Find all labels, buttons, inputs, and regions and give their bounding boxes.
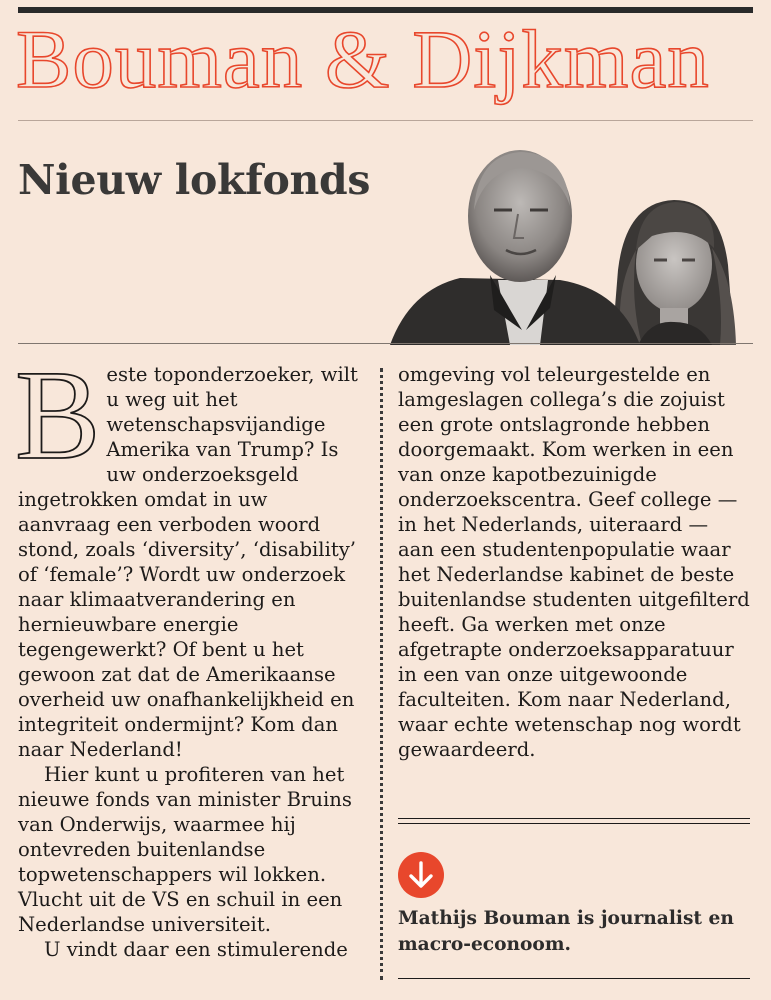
article-column-left — [15, 344, 363, 962]
brand-divider — [18, 120, 753, 121]
arrow-down-icon — [398, 852, 444, 898]
paragraph-intro-text: este toponderzoeker, wilt u weg uit het wetenschapsvijandige Amerika van Trump? Is uw onderzoeksgeld ingetrokken omdat in uw aanvraag een verboden woord stond, zoals ‘diversity’, ‘disability’ of ‘female’? Wordt uw onderzoek naar klimaatverandering en hernieuwbare energie tegengewerkt? Of bent u het gewoon zat dat de Amerikaanse overheid uw onafhankelijkheid en integriteit ondermijnt? Kom dan naar Nederland! — [18, 363, 358, 761]
portrait-woman — [612, 200, 736, 345]
column-divider — [380, 368, 383, 980]
photo-divider — [18, 343, 753, 344]
article-column-right — [398, 362, 750, 762]
drop-cap: B — [15, 344, 101, 486]
bio-rule-bottom — [398, 978, 750, 979]
author-portraits — [390, 140, 755, 345]
paragraph-fund: Hier kunt u profiteren van het nieuwe fonds van minister Bruins van Onderwijs, waarmee hij ontevreden buitenlandse topwetenschappers wil lokken. Vlucht uit de VS en schuil in een Nederlandse universiteit. — [18, 763, 352, 936]
bio-rule-top — [398, 818, 750, 819]
author-bio: Mathijs Bouman is journalist en macro-econoom. — [398, 908, 734, 955]
paragraph-continue: U vindt daar een stimulerende — [44, 938, 348, 961]
paragraph-right: omgeving vol teleurgestelde en lamgeslagen collega’s die zojuist een grote ontslagronde hebben doorgemaakt. Kom werken in een van onze kapotbezuinigde onderzoekscentra. Geef college — in het Nederlands, uiteraard — aan een studentenpopulatie waar het Nederlandse kabinet de beste buitenlandse studenten uitgefilterd heeft. Ga werken met onze afgetrapte onderzoeksapparatuur in een van onze uitgewoonde faculteiten. Kom naar Nederland, waar echte wetenschap nog wordt gewaardeerd. — [398, 363, 750, 761]
paragraph-intro — [15, 344, 363, 762]
bio-rule-top-second — [398, 823, 750, 824]
portrait-man — [390, 150, 640, 345]
column-brand-title: Bouman & Dijkman — [16, 13, 710, 105]
article-headline: Nieuw lokfonds — [18, 156, 371, 204]
